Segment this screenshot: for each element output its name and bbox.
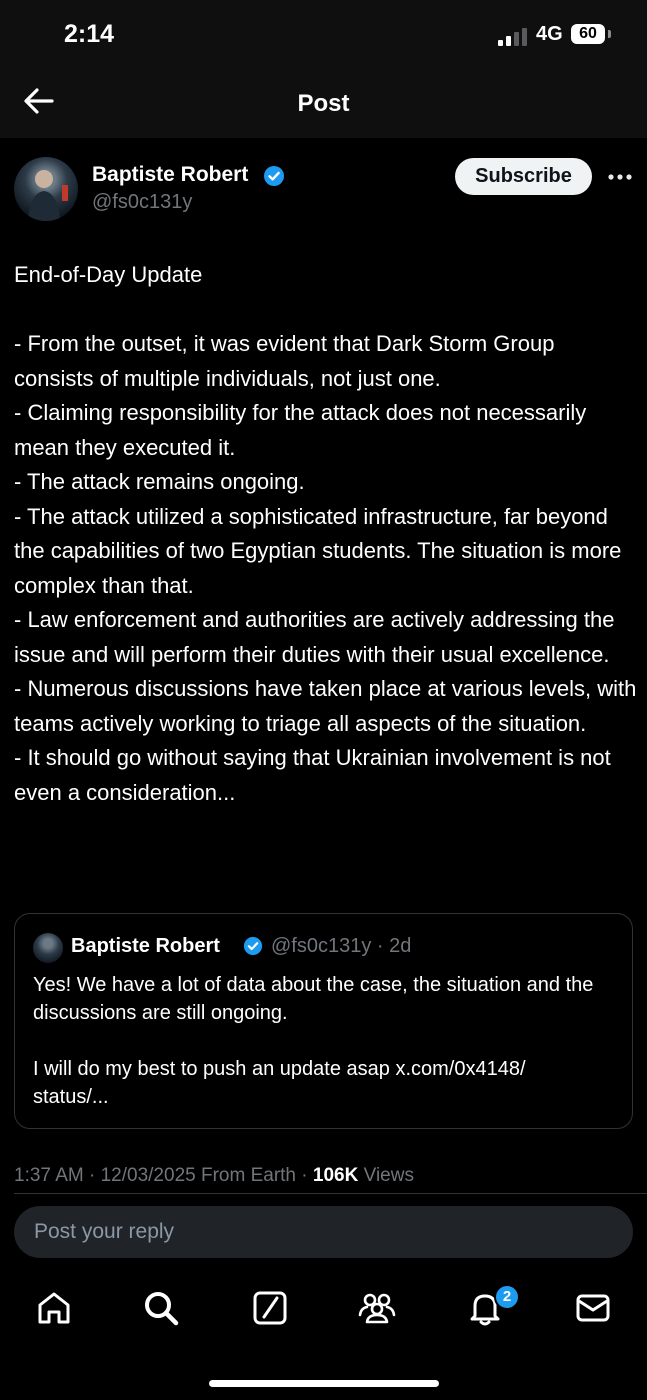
divider xyxy=(14,1193,647,1194)
network-type: 4G xyxy=(536,23,563,45)
quoted-handle: @fs0c131y xyxy=(271,935,372,957)
author-name[interactable]: Baptiste Robert xyxy=(92,163,249,186)
avatar[interactable] xyxy=(14,157,78,221)
search-icon[interactable] xyxy=(141,1288,181,1328)
post-text: End-of-Day Update - From the outset, it was evident that Dark Storm Group consists of multiple individuals, not just one. - Claiming responsibility for the attack does not necessarily mean they executed it. - The attack remains ongoing. - The attack utilized a sophisticated infrastructure, far beyond the capabilities of two Egyptian students. The situation is more complex than that. - Law enforcement and authorities are actively addressing the issue and will perform their duties with their usual excellence. - Numerous discussions have taken place at various levels, with teams actively working to triage all aspects of the situation. - It should go without saying that Ukrainian involvement is not even a consideration... xyxy=(14,262,637,805)
quoted-age: 2d xyxy=(389,935,412,957)
status-bar xyxy=(0,0,647,72)
views-label: Views xyxy=(363,1165,414,1186)
home-icon[interactable] xyxy=(34,1288,74,1328)
grok-icon[interactable] xyxy=(250,1288,290,1328)
author-handle[interactable]: @fs0c131y xyxy=(92,191,193,213)
more-options-icon[interactable] xyxy=(607,167,633,187)
post-source: From Earth xyxy=(200,1165,297,1186)
battery-icon: 60 xyxy=(571,24,605,44)
cellular-signal-icon xyxy=(498,28,528,46)
quoted-post[interactable] xyxy=(14,913,633,1129)
page-title: Post xyxy=(297,90,350,117)
quoted-text: Yes! We have a lot of data about the case, the situation and the discussions are still ongoing. I will do my best to push an update asap x.com/0x4148/ status/... xyxy=(33,974,594,1108)
subscribe-button[interactable]: Subscribe xyxy=(455,158,592,195)
notifications-badge: 2 xyxy=(494,1284,520,1310)
verified-badge-icon xyxy=(243,936,263,956)
status-time: 2:14 xyxy=(64,20,115,48)
avatar-image xyxy=(14,157,78,221)
battery-tip xyxy=(608,30,611,38)
home-indicator[interactable] xyxy=(209,1380,439,1387)
top-nav xyxy=(0,72,647,138)
verified-badge-icon xyxy=(263,165,285,187)
post-date: 12/03/2025 xyxy=(100,1165,196,1186)
post-meta: 1:37 AM · 12/03/2025 From Earth · 106K Views xyxy=(14,1165,414,1186)
views-count: 106K xyxy=(312,1165,359,1186)
communities-icon[interactable] xyxy=(357,1288,397,1328)
mail-icon[interactable] xyxy=(573,1288,613,1328)
post-time: 1:37 AM xyxy=(14,1165,84,1186)
reply-input[interactable] xyxy=(14,1206,633,1258)
quoted-author-name: Baptiste Robert xyxy=(71,935,220,957)
quoted-avatar xyxy=(33,933,63,963)
quoted-meta: @fs0c131y · 2d xyxy=(271,935,412,957)
